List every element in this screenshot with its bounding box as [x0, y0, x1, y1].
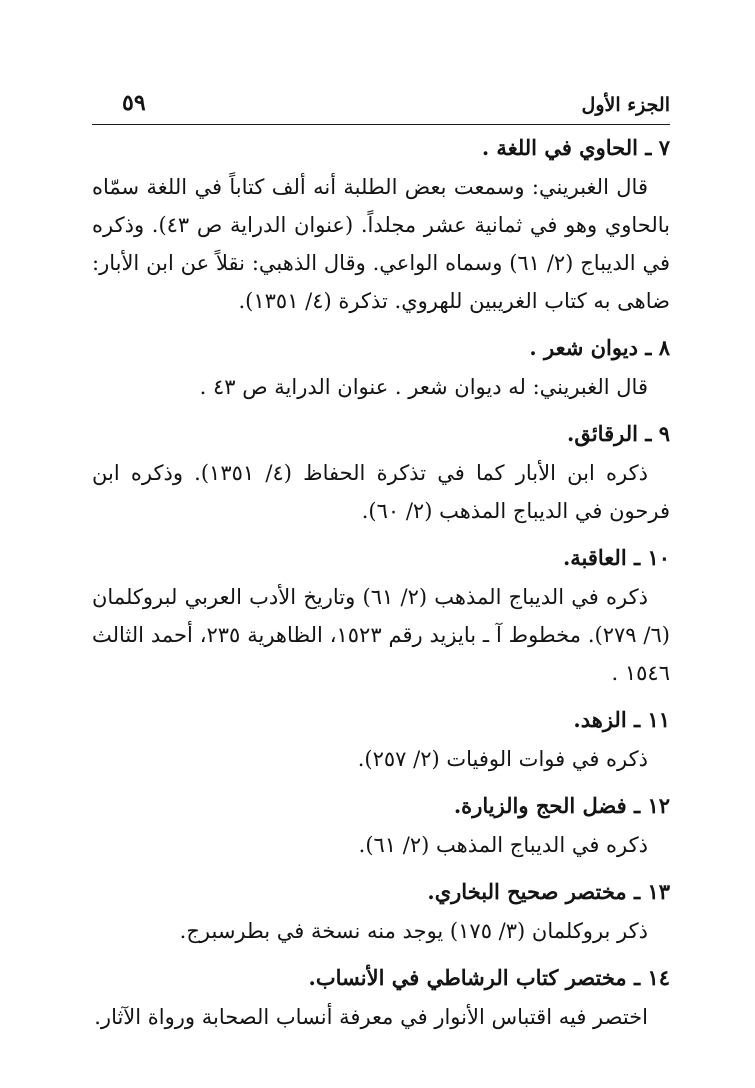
running-title: الجزء الأول	[581, 94, 670, 116]
entry-title: ١٤ ـ مختصر كتاب الرشاطي في الأنساب.	[308, 965, 670, 990]
entry-10	[92, 538, 670, 692]
entry-paragraph: قال الغبريني: له ديوان شعر . عنوان الدراية ص ٤٣ .	[199, 375, 648, 399]
entry-paragraph: ذكره في الديباج المذهب (٢/ ٦١).	[358, 833, 648, 857]
entry-14	[92, 958, 670, 1036]
entry-12	[92, 786, 670, 864]
page-header	[92, 84, 670, 125]
entry-paragraph: ذكر بروكلمان (٣/ ١٧٥) يوجد منه نسخة في بطرسبرج.	[179, 919, 648, 943]
page-body	[92, 124, 670, 1036]
entry-title: ١٣ ـ مختصر صحيح البخاري.	[427, 879, 670, 904]
entry-paragraph: ذكره في الديباج المذهب (٢/ ٦١) وتاريخ الأدب العربي لبروكلمان (٦/ ٢٧٩). مخطوط آ ـ بايزيد رقم ١٥٢٣، الظاهرية ٢٣٥، أحمد الثالث ١٥٤٦ .	[92, 585, 670, 685]
entry-paragraph: ذكره في فوات الوفيات (٢/ ٢٥٧).	[357, 747, 648, 771]
entry-13	[92, 872, 670, 950]
entry-title: ٨ ـ ديوان شعر .	[529, 335, 670, 360]
entry-title: ٩ ـ الرقائق.	[567, 421, 670, 446]
entry-title: ٧ ـ الحاوي في اللغة .	[481, 135, 670, 160]
entry-8	[92, 328, 670, 406]
entry-11	[92, 700, 670, 778]
entry-paragraph: ذكره ابن الأبار كما في تذكرة الحفاظ (٤/ ١٣٥١). وذكره ابن فرحون في الديباج المذهب (٢/ ٦٠).	[92, 461, 670, 523]
entry-7	[92, 128, 670, 320]
entry-title: ١٠ ـ العاقبة.	[562, 545, 670, 570]
entry-title: ١١ ـ الزهد.	[573, 707, 670, 732]
entry-9	[92, 414, 670, 530]
entry-title: ١٢ ـ فضل الحج والزيارة.	[453, 793, 670, 818]
entry-paragraph: قال الغبريني: وسمعت بعض الطلبة أنه ألف كتاباً في اللغة سمّاه بالحاوي وهو في ثمانية عشر مجلداً. (عنوان الدراية ص ٤٣). وذكره في الديباج (٢/ ٦١) وسماه الواعي. وقال الذهبي: نقلاً عن ابن الأبار: ضاهى به كتاب الغريبين للهروي. تذكرة (٤/ ١٣٥١).	[92, 175, 670, 313]
entry-paragraph: اختصر فيه اقتباس الأنوار في معرفة أنساب الصحابة ورواة الآثار.	[94, 1005, 648, 1029]
page-number: ٥٩	[122, 90, 146, 116]
